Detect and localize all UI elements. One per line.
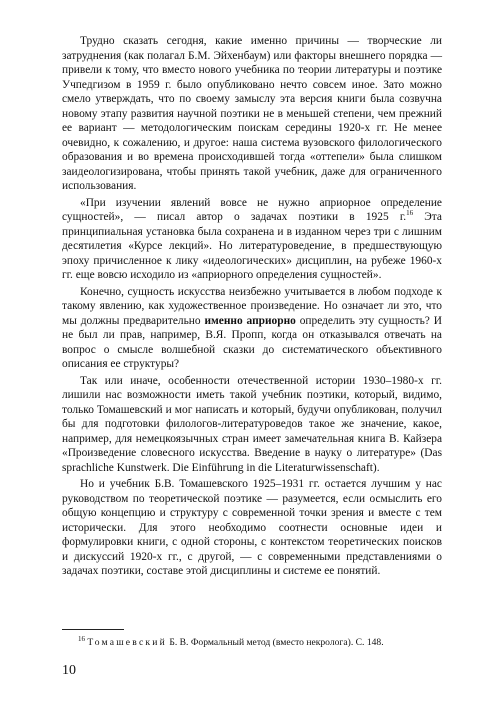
page-number: 10 [62, 663, 76, 678]
paragraph-2-after: Эта принципиальная установка была сохранена и в изданном через три с лишним десятилетия «Курсе лекций». Но литературоведение, в предшествующую эпоху причисленное к лику «идеологических» дисциплин, на рубеже 1960-х гг. еще вовсю исходило из «априорного определения сущностей». [62, 211, 442, 281]
footnote-author: Томашевский [87, 637, 167, 648]
paragraph-1: Трудно сказать сегодня, какие именно причины — творческие ли затруднения (как полагал Б.М. Эйхенбаум) или факторы внешнего порядка — привели к тому, что вместо нового учебника по теории литературы и поэтике Учпедгизом в 1959 г. было опубликовано нечто совсем иное. Зато можно смело утверждать, что по своему замыслу эта версия книги была созвучна новому этапу развития научной поэтики не в меньшей степени, чем прежний ее вариант — методологическим поискам середины 1920-х гг. Не менее очевидно, к сожалению, и другое: наша система вузовского филологического образования и во времена происходившей тогда «оттепели» была слишком заидеологизирована, чтобы принять такой учебник, даже для ограниченного использования. [62, 35, 442, 192]
paragraph-5: Но и учебник Б.В. Томашевского 1925–1931 гг. остается лучшим у нас руководством по теоретической поэтике — разумеется, если осмыслить его общую концепцию и структуру с современной точки зрения и вместе с тем исторически. Для этого необходимо соотнести основные идеи и формулировки книги, с одной стороны, с контекстом теоретических поисков и дискуссий 1920-х гг., с другой, — с современными представлениями о задачах поэтики, составе этой дисциплины и системе ее понятий. [62, 478, 442, 577]
body-text [62, 34, 442, 581]
paragraph-3-bold: именно априорно [204, 314, 296, 327]
footnote-ref[interactable]: 16 [406, 209, 414, 218]
paragraph-3-before: Конечно, сущность искусства неизбежно учитывается в любом подходе к такому явлению, как художественное произведение. Но означает ли это, что мы должны предварительно [62, 285, 442, 327]
footnote [62, 634, 442, 649]
footnote-text: Б. В. Формальный метод (вместо некролога). С. 148. [166, 637, 384, 648]
footnote-number: 16 [78, 634, 85, 643]
paragraph-3-after: определить эту сущность? И не был ли прав, например, В.Я. Пропп, когда он отказывался отвечать на вопрос о смысле волшебной сказки до систематического объективного описания ее структуры? [62, 314, 442, 370]
footnote-divider [62, 629, 124, 630]
paragraph-2-before: «При изучении явлений вовсе не нужно априорное определение сущностей», — писал автор о задачах поэтики в 1925 г. [62, 196, 442, 223]
paragraph-3 [62, 285, 442, 372]
paragraph-2 [62, 196, 442, 283]
paragraph-4: Так или иначе, особенности отечественной истории 1930–1980-х гг. лишили нас возможности иметь такой учебник поэтики, который, видимо, только Томашевский и мог написать и который, будучи опубликован, получил бы для подготовки филологов-литературоведов такое же значение, какое, например, для немецкоязычных стран имеет замечательная книга В. Кайзера «Произведение словесного искусства. Введение в науку о литературе» (Das sprachliche Kunstwerk. Die Einführung in die Literaturwissenschaft). [62, 374, 442, 474]
